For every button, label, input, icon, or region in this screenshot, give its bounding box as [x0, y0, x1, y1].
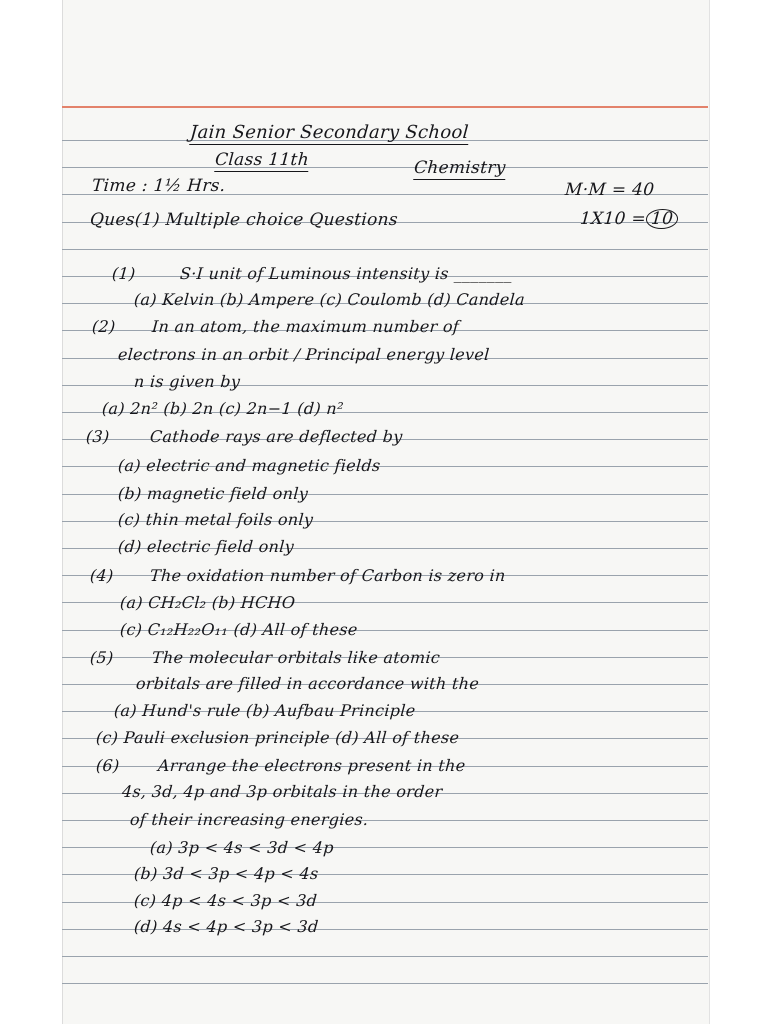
- ruled-line: [62, 249, 708, 250]
- school-name: Jain Senior Secondary School: [189, 122, 470, 143]
- q2-line-1: In an atom, the maximum number of: [151, 317, 460, 336]
- q5-line-2: orbitals are filled in accordance with the: [135, 674, 480, 693]
- q5-options-cd: (c) Pauli exclusion principle (d) All of these: [95, 728, 460, 747]
- q1-options: (a) Kelvin (b) Ampere (c) Coulomb (d) Candela: [133, 290, 526, 309]
- q6-line-1: Arrange the electrons present in the: [157, 756, 467, 775]
- top-margin-line: [62, 106, 708, 108]
- q3-option-c: (c) thin metal foils only: [117, 510, 314, 529]
- class-label: Class 11th: [214, 150, 310, 170]
- marks-total: 10: [645, 209, 679, 229]
- section-title: Ques(1) Multiple choice Questions: [89, 210, 399, 230]
- q1-number: (1): [111, 264, 137, 283]
- q6-line-3: of their increasing energies.: [129, 810, 370, 829]
- q3-text: Cathode rays are deflected by: [149, 427, 404, 446]
- q5-line-1: The molecular orbitals like atomic: [151, 648, 441, 667]
- q4-text: The oxidation number of Carbon is zero in: [149, 566, 507, 585]
- q4-options-cd: (c) C₁₂H₂₂O₁₁ (d) All of these: [119, 620, 359, 639]
- q1-text: S·I unit of Luminous intensity is _______: [179, 264, 513, 283]
- q3-option-d: (d) electric field only: [117, 537, 295, 556]
- section-marks: [579, 209, 679, 229]
- max-marks: M·M = 40: [564, 180, 656, 200]
- q6-line-2: 4s, 3d, 4p and 3p orbitals in the order: [121, 782, 444, 801]
- q6-number: (6): [95, 756, 121, 775]
- q6-option-b: (b) 3d < 3p < 4p < 4s: [133, 864, 320, 883]
- q5-options-ab: (a) Hund's rule (b) Aufbau Principle: [113, 701, 417, 720]
- q3-option-b: (b) magnetic field only: [117, 484, 309, 503]
- q2-options: (a) 2n² (b) 2n (c) 2n−1 (d) n²: [101, 399, 345, 418]
- q3-option-a: (a) electric and magnetic fields: [117, 456, 382, 475]
- ruled-line: [62, 983, 708, 984]
- q2-line-2: electrons in an orbit / Principal energy level: [117, 345, 491, 364]
- q2-number: (2): [91, 317, 117, 336]
- subject-label: Chemistry: [413, 158, 507, 178]
- q3-number: (3): [85, 427, 111, 446]
- time-label: Time : 1½ Hrs.: [91, 176, 227, 196]
- q4-options-ab: (a) CH₂Cl₂ (b) HCHO: [119, 593, 297, 612]
- q6-option-c: (c) 4p < 4s < 3p < 3d: [133, 891, 318, 910]
- page-margin-left: [0, 0, 62, 1024]
- q6-option-d: (d) 4s < 4p < 3p < 3d: [133, 917, 320, 936]
- q4-number: (4): [89, 566, 115, 585]
- ruled-line: [62, 167, 708, 168]
- ruled-line: [62, 956, 708, 957]
- q5-number: (5): [89, 648, 115, 667]
- q6-option-a: (a) 3p < 4s < 3d < 4p: [149, 838, 335, 857]
- marks-formula: 1X10 =: [579, 209, 647, 229]
- q2-line-3: n is given by: [133, 372, 241, 391]
